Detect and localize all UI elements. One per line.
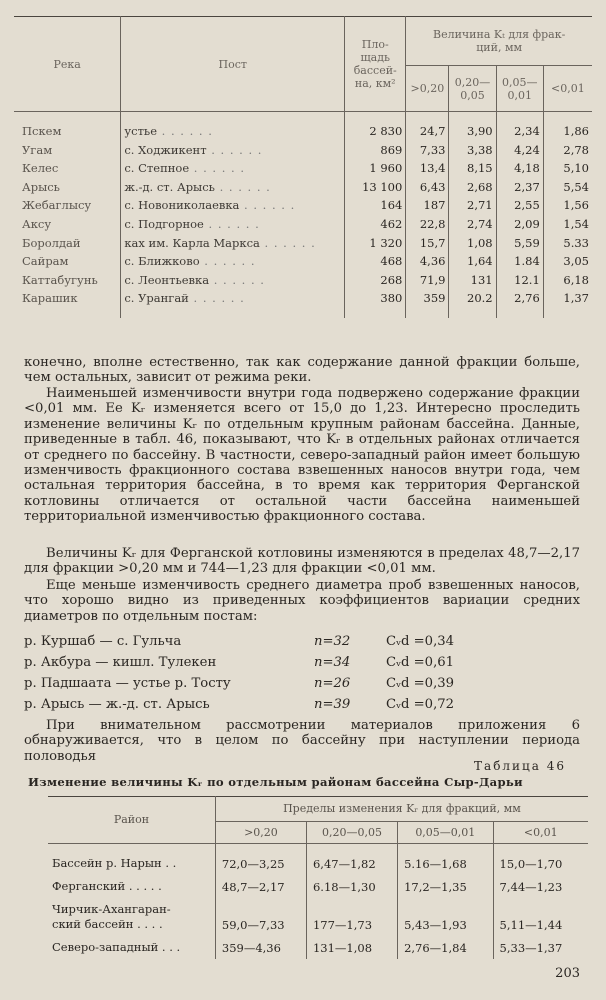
table-row (14, 196, 592, 215)
regional-kt-table (48, 796, 588, 959)
river-cell: Каттабугунь (22, 272, 98, 287)
cv-value: Cᵥd =0,39 (386, 676, 455, 691)
area-cell: 1 320 (345, 234, 406, 253)
table-row (48, 844, 588, 876)
post-label: с. Степное (124, 161, 190, 176)
post-cell: устье . . . . . . (121, 112, 345, 141)
kt-value-cell: 4,18 (496, 159, 543, 178)
post-label: кaх им. Карла Маркса (124, 235, 260, 250)
area-cell: 1 960 (345, 159, 406, 178)
sediment-fraction-table (14, 16, 592, 318)
col-area: Пло- щадь бассей- на, км² (345, 17, 406, 112)
paragraph-4: Еще меньше изменчивость среднего диаметра проб взвешенных наносов, что хорошо видно из приведенных коэффициентов вариации средних диаметров по отдельным постам: (24, 578, 580, 624)
kt-value-cell: 1,54 (543, 215, 592, 234)
sample-count: n=32 (314, 634, 351, 649)
post-cell: с. Ближково . . . . . . (121, 252, 345, 271)
river-cell: Жебаглысу (22, 198, 92, 213)
kt-value-cell: 2,09 (496, 215, 543, 234)
post-label: с. Подгорное (124, 216, 204, 231)
river-cell: Арысь (22, 179, 60, 194)
col-frac-3: 0,05— 0,01 (496, 66, 543, 112)
kt-value-cell: 2,76 (496, 289, 543, 318)
area-cell: 869 (345, 141, 406, 160)
kt-value-cell: 2,71 (449, 196, 496, 215)
range-cell: 131—1,08 (306, 936, 397, 959)
table-row (48, 936, 588, 959)
area-cell: 2 830 (345, 112, 406, 141)
list-item (24, 673, 580, 694)
table-row (14, 112, 592, 141)
kt-value-cell: 131 (449, 271, 496, 290)
col2-frac-3: 0,05—0,01 (398, 822, 493, 844)
col2-frac-4: <0,01 (493, 822, 588, 844)
post-cell: с. Леонтьевка . . . . . . (121, 271, 345, 290)
kt-value-cell: 5,59 (496, 234, 543, 253)
range-cell: 359—4,36 (215, 936, 306, 959)
list-item (24, 652, 580, 673)
river-cell: Аксу (22, 216, 52, 231)
table-row (14, 159, 592, 178)
sample-count: n=39 (314, 697, 351, 712)
kt-value-cell: 5,10 (543, 159, 592, 178)
col-region: Район (48, 797, 215, 844)
table-row (14, 178, 592, 197)
post-label: с. Ходжикент (124, 142, 207, 157)
post-cell: с. Подгорное . . . . . . (121, 215, 345, 234)
kt-value-cell: 1,64 (449, 252, 496, 271)
kt-value-cell: 1,37 (543, 289, 592, 318)
kt-value-cell: 71,9 (406, 271, 449, 290)
post-label: устье (124, 124, 157, 138)
station-name: р. Падшаата — устье р. Тосту (24, 676, 231, 691)
kt-value-cell: 2,34 (496, 112, 543, 141)
table-row (14, 252, 592, 271)
col-kt-group: Величина Kₜ для фрак- ций, мм (406, 17, 592, 66)
list-item (24, 631, 580, 652)
table-row (14, 141, 592, 160)
kt-value-cell: 187 (406, 196, 449, 215)
area-cell: 13 100 (345, 178, 406, 197)
post-cell: с. Степное . . . . . . (121, 159, 345, 178)
range-cell: 5,11—1,44 (493, 898, 588, 936)
cv-value: Cᵥd =0,61 (386, 655, 455, 670)
col-limits: Пределы изменения Kᵣ для фракций, мм (215, 797, 588, 822)
post-cell: ж.-д. ст. Арысь . . . . . . (121, 178, 345, 197)
col2-frac-2: 0,20—0,05 (306, 822, 397, 844)
area-cell: 268 (345, 271, 406, 290)
post-label: с. Урангай (124, 291, 189, 306)
col-river: Река (14, 17, 121, 112)
post-cell: кaх им. Карла Маркса . . . . . . (121, 234, 345, 253)
range-cell: 72,0—3,25 (215, 844, 306, 876)
post-cell: с. Новониколаевка . . . . . . (121, 196, 345, 215)
area-cell: 380 (345, 289, 406, 318)
kt-value-cell: 2,78 (543, 141, 592, 160)
post-cell: с. Урангай . . . . . . (121, 289, 345, 318)
sample-count: n=34 (314, 655, 351, 670)
range-cell: 48,7—2,17 (215, 875, 306, 898)
table-label: Таблица 46 (474, 759, 566, 773)
station-name: р. Арысь — ж.-д. ст. Арысь (24, 697, 210, 712)
list-item (24, 694, 580, 715)
river-cell: Угам (22, 142, 53, 157)
river-cell: Келес (22, 161, 59, 176)
table-title: Изменение величины Kᵣ по отдельным районам бассейна Сыр-Дарьи (28, 775, 523, 789)
range-cell: 15,0—1,70 (493, 844, 588, 876)
kt-value-cell: 7,33 (406, 141, 449, 160)
kt-value-cell: 6,43 (406, 178, 449, 197)
kt-value-cell: 13,4 (406, 159, 449, 178)
kt-value-cell: 1,08 (449, 234, 496, 253)
range-cell: 177—1,73 (306, 898, 397, 936)
col-post: Пост (121, 17, 345, 112)
river-cell: Пскем (22, 124, 62, 138)
range-cell: 5.16—1,68 (398, 844, 493, 876)
kt-value-cell: 2,68 (449, 178, 496, 197)
region-cell: Северо-западный . . . (52, 940, 181, 954)
paragraph-1: конечно, вполне естественно, так как содержание данной фракции больше, чем остальных, зависит от режима реки. (24, 355, 580, 386)
kt-value-cell: 359 (406, 289, 449, 318)
paragraph-5: При внимательном рассмотрении материалов приложения 6 обнаруживается, что в целом по бассейну при наступлении периода половодья (24, 718, 580, 764)
region-cell: Бассейн р. Нарын . . (52, 856, 177, 870)
river-cell: Сайрам (22, 254, 69, 269)
post-label: с. Ближково (124, 254, 200, 269)
col-frac-2: 0,20— 0,05 (449, 66, 496, 112)
kt-value-cell: 2,74 (449, 215, 496, 234)
range-cell: 6.18—1,30 (306, 875, 397, 898)
table-row (14, 289, 592, 318)
range-cell: 6,47—1,82 (306, 844, 397, 876)
post-cell: с. Ходжикент . . . . . . (121, 141, 345, 160)
range-cell: 2,76—1,84 (398, 936, 493, 959)
kt-value-cell: 2,55 (496, 196, 543, 215)
station-name: р. Куршаб — с. Гульча (24, 634, 182, 649)
kt-value-cell: 1.84 (496, 252, 543, 271)
table-row (48, 875, 588, 898)
page-number: 203 (555, 966, 580, 981)
kt-value-cell: 6,18 (543, 271, 592, 290)
kt-value-cell: 12.1 (496, 271, 543, 290)
range-cell: 59,0—7,33 (215, 898, 306, 936)
region-cell: Ферганский . . . . . (52, 879, 162, 893)
kt-value-cell: 1,86 (543, 112, 592, 141)
range-cell: 17,2—1,35 (398, 875, 493, 898)
cv-list (24, 631, 580, 715)
kt-value-cell: 3,38 (449, 141, 496, 160)
kt-value-cell: 22,8 (406, 215, 449, 234)
kt-value-cell: 4,36 (406, 252, 449, 271)
paragraph-2: Наименьшей изменчивости внутри года подвержено содержание фракции <0,01 мм. Ее Kᵣ изменяется всего от 15,0 до 1,23. Интересно проследить изменение величины Kᵣ по отдельным крупным районам бассейна. Данные, приведенные в табл. 46, показывают, что Kᵣ в отдельных районах отличается от среднего по бассейну. В частности, северо-западный район имеет большую изменчивость фракционного состава взвешенных наносов внутри года, чем остальная территория бассейна, в то время как территория Ферганской котловины отличается от остальной части бассейна наименьшей территориальной изменчивостью фракционного состава. (24, 386, 580, 525)
table-row (14, 215, 592, 234)
cv-value: Cᵥd =0,72 (386, 697, 455, 712)
region-cell: Чирчик-Ахангаран- ский бассейн . . . . (52, 902, 171, 931)
post-label: ж.-д. ст. Арысь (124, 179, 215, 194)
kt-value-cell: 20.2 (449, 289, 496, 318)
table-row (14, 234, 592, 253)
range-cell: 5,33—1,37 (493, 936, 588, 959)
area-cell: 462 (345, 215, 406, 234)
kt-value-cell: 15,7 (406, 234, 449, 253)
station-name: р. Акбура — кишл. Тулекен (24, 655, 217, 670)
sample-count: n=26 (314, 676, 351, 691)
post-label: с. Новониколаевка (124, 198, 240, 213)
post-label: с. Леонтьевка (124, 272, 210, 287)
kt-value-cell: 2,37 (496, 178, 543, 197)
area-cell: 164 (345, 196, 406, 215)
kt-value-cell: 3,05 (543, 252, 592, 271)
table-row (14, 271, 592, 290)
kt-value-cell: 5,54 (543, 178, 592, 197)
cv-value: Cᵥd =0,34 (386, 634, 455, 649)
area-cell: 468 (345, 252, 406, 271)
col-frac-1: >0,20 (406, 66, 449, 112)
col2-frac-1: >0,20 (215, 822, 306, 844)
paragraph-3: Величины Kᵣ для Ферганской котловины изменяются в пределах 48,7—2,17 для фракции >0,20 мм и 744—1,23 для фракции <0,01 мм. (24, 546, 580, 577)
river-cell: Карашик (22, 291, 78, 306)
river-cell: Боролдай (22, 235, 81, 250)
range-cell: 7,44—1,23 (493, 875, 588, 898)
kt-value-cell: 3,90 (449, 112, 496, 141)
kt-value-cell: 8,15 (449, 159, 496, 178)
kt-value-cell: 24,7 (406, 112, 449, 141)
range-cell: 5,43—1,93 (398, 898, 493, 936)
table-row (48, 898, 588, 936)
kt-value-cell: 1,56 (543, 196, 592, 215)
col-frac-4: <0,01 (543, 66, 592, 112)
kt-value-cell: 5.33 (543, 234, 592, 253)
kt-value-cell: 4,24 (496, 141, 543, 160)
